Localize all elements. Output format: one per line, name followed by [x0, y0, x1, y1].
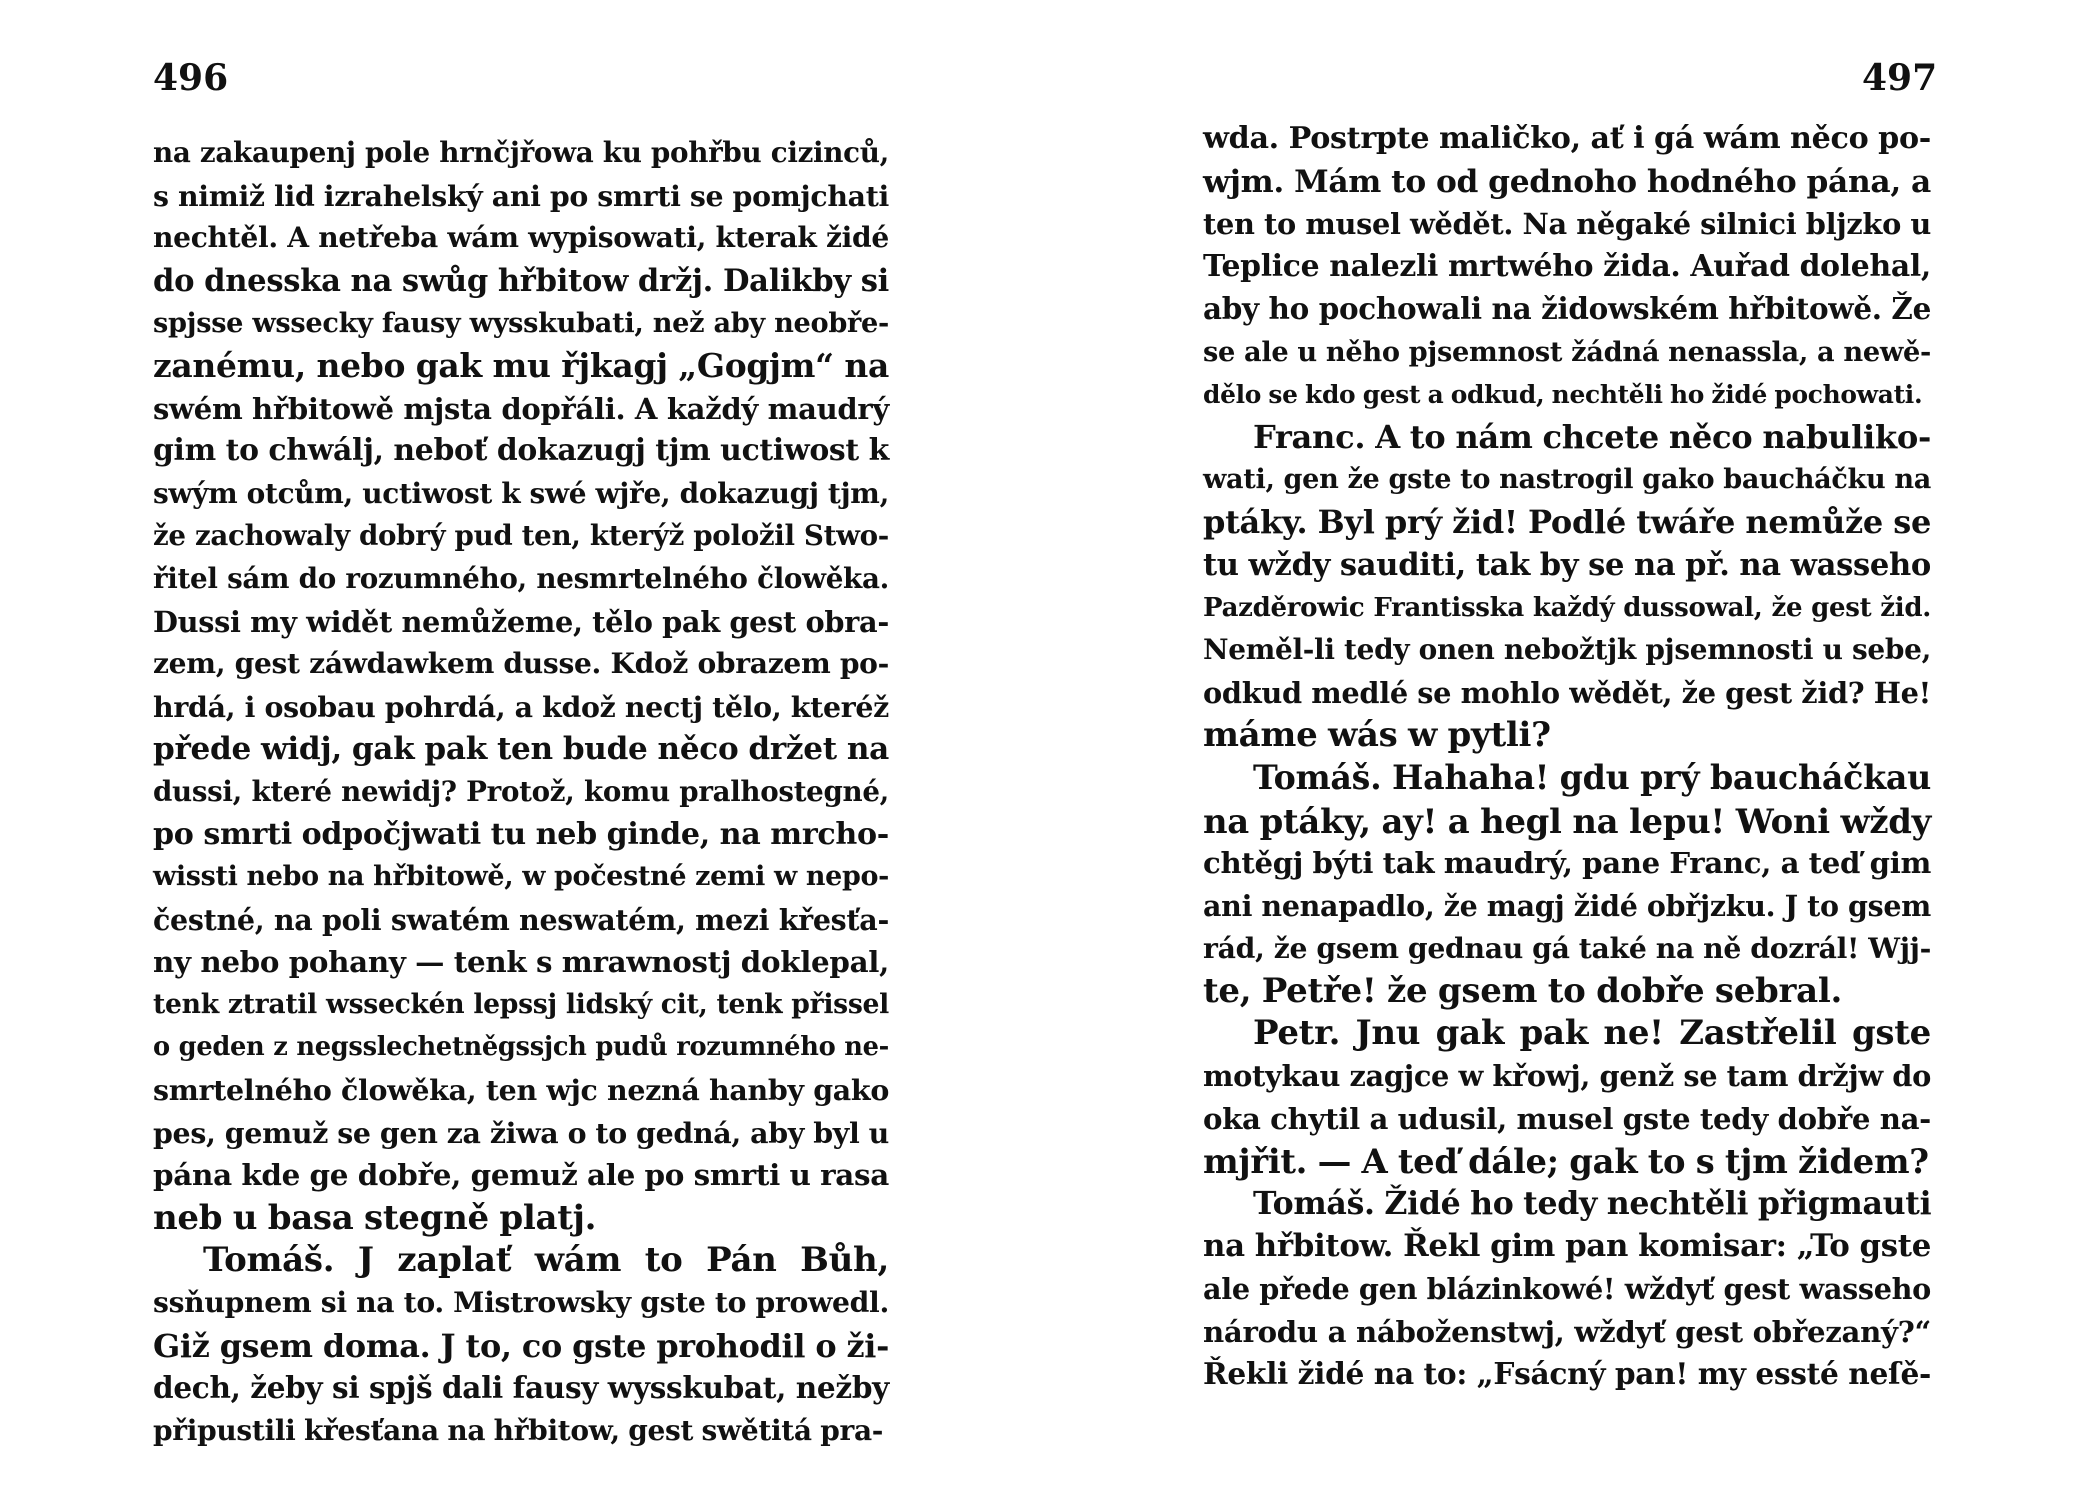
- text-line: Pazděrowic Frantisska každý dussowal, že gest žid.: [1203, 592, 1931, 623]
- text-line: smrtelného člowěka, ten wjc nezná hanby gako: [153, 1073, 889, 1108]
- text-line: tu wždy sauditi, tak by se na př. na wasseho: [1203, 546, 1931, 583]
- right-page-text: [1203, 118, 1931, 1396]
- text-line: Tomáš. J zaplať wám to Pán Bůh,: [203, 1240, 889, 1281]
- text-line: motykau zagjce w křowj, genž se tam držjw do: [1203, 1059, 1931, 1094]
- left-page: [0, 0, 1040, 1500]
- text-line: po smrti odpočjwati tu neb ginde, na mrcho-: [153, 816, 889, 852]
- text-line: wda. Postrpte maličko, ať i gá wám něco po-: [1203, 121, 1931, 156]
- text-line: Franc. A to nám chcete něco nabulikо-: [1253, 418, 1931, 457]
- text-line: ten to musel wědět. Na něgaké silnici blјzko u: [1203, 207, 1931, 242]
- text-line: ani nenapadlo, že magj židé obřjzku. J to gsem: [1203, 888, 1931, 923]
- text-line: zem, gest záwdawkem dusse. Kdož obrazem po-: [153, 647, 889, 681]
- right-page-number: 497: [1862, 57, 1938, 99]
- text-line: Dussi my widět nemůžeme, tělo pak gest obra-: [153, 604, 889, 639]
- text-line: oka chytil a udusil, musel gste tedy dobře na-: [1203, 1101, 1931, 1136]
- text-line: tenk ztratil wsseckén lepssj lidský cit, tenk přissel: [153, 988, 889, 1020]
- text-line: na zakaupenj pole hrnčjřowa ku pohřbu cizinců,: [153, 136, 889, 169]
- text-line: Petr. Jnu gak pak ne! Zastřelil gste: [1253, 1013, 1931, 1054]
- text-line: národu a náboženstwj, wždyť gest obřezaný?“: [1203, 1314, 1931, 1349]
- text-line: ale přede gen blázinkowé! wždyť gest wasseho: [1203, 1272, 1931, 1307]
- text-line: wjm. Mám to od gednoho hodného pána, a: [1203, 163, 1931, 200]
- text-line: odkud medlé se mohlo wědět, že gest žid? He!: [1203, 675, 1931, 710]
- text-line: dělo se kdo gest a odkud, nechtěli ho židé pochowati.: [1203, 379, 1923, 409]
- text-line: swém hřbitowě mjsta dopřáli. A každý maudrý: [153, 391, 889, 426]
- text-line: nechtěl. A netřeba wám wypisowati, kterak židé: [153, 221, 889, 255]
- text-line: Řekli židé na to: „Fsácný pan! my essté neſě-: [1203, 1356, 1931, 1392]
- text-line: te, Petře! že gsem to dobře sebral.: [1203, 970, 1843, 1011]
- text-line: dussi, které newidj? Protož, komu pralhostegné,: [153, 774, 889, 808]
- text-line: spjsse wssecky fausy wysskubati, než aby neobře-: [153, 307, 889, 340]
- text-line: zanému, nebo gak mu řjkagj „Gogjm“ na: [153, 345, 889, 385]
- text-line: dech, žeby si spjš dali fausy wysskubat, nežby: [153, 1370, 889, 1406]
- text-line: přede widj, gak pak ten bude něco držet na: [153, 731, 889, 768]
- text-line: wissti nebo na hřbitowě, w počestné zemi w nepo-: [153, 861, 889, 893]
- text-line: wati, gen že gste to nastrogil gako baucháčku na: [1203, 463, 1931, 495]
- text-line: Tomáš. Hahaha! gdu prý baucháčkau: [1253, 757, 1931, 797]
- text-line: že zachowaly dobrý pud ten, kterýž položil Stwo-: [153, 519, 889, 553]
- text-line: ssňupnem si na to. Mistrowsky gste to prowedl.: [153, 1286, 889, 1320]
- text-line: připustili křesťana na hřbitow, gest swětitá pra-: [153, 1413, 884, 1447]
- text-line: rád, že gsem gednau gá také na ně dozrál! Wjj-: [1203, 931, 1931, 966]
- text-line: máme wás w pytli?: [1203, 715, 1551, 756]
- text-line: Giž gsem doma. J to, co gste prohodil o ži-: [153, 1326, 889, 1365]
- text-line: hrdá, i osobau pohrdá, a kdož nectj tělo, kteréž: [153, 689, 889, 724]
- text-line: řitel sám do rozumného, nesmrtelného člowěka.: [153, 561, 889, 595]
- text-line: do dnesska na swůg hřbitow držj. Dalikby si: [153, 262, 889, 299]
- text-line: na hřbitow. Řekl gim pan komisar: „To gste: [1203, 1228, 1931, 1265]
- text-line: pána kde ge dobře, gemuž ale po smrti u rasa: [153, 1157, 889, 1193]
- text-line: ny nebo pohany — tenk s mrawnostj doklepal,: [153, 944, 889, 980]
- text-line: čestné, na poli swatém neswatém, mezi křesťa-: [153, 902, 889, 937]
- text-line: gim to chwálj, neboť dokazugj tjm uctiwost k: [153, 433, 889, 469]
- text-line: ptáky. Byl prý žid! Podlé twáře nemůže se: [1203, 503, 1931, 542]
- text-line: mjřit. — A teď dále; gak to s tjm židem?: [1203, 1141, 1929, 1182]
- text-line: Tomáš. Židé ho tedy nechtěli přigmauti: [1253, 1184, 1932, 1222]
- text-line: chtěgj býti tak maudrý, pane Franc, a teď gim: [1203, 846, 1931, 881]
- text-line: pes, gemuž se gen za žiwa o to gedná, aby byl u: [153, 1115, 889, 1150]
- text-line: Neměl-li tedy onen nebožtjk pjsemnosti u sebe,: [1203, 633, 1931, 667]
- left-page-number: 496: [153, 57, 229, 99]
- text-line: Teplice nalezli mrtwého žida. Auřad dolehal,: [1203, 248, 1931, 284]
- text-line: aby ho pochowali na židowském hřbitowě. Že: [1203, 291, 1931, 327]
- text-line: o geden z negsslechetněgssjch pudů rozumného ne-: [153, 1032, 889, 1063]
- right-page: [1040, 0, 2086, 1500]
- left-page-text: [153, 132, 889, 1452]
- text-line: swým otcům, uctiwost k swé wjře, dokazugj tjm,: [153, 476, 889, 510]
- text-line: s nimiž lid izrahelský ani po smrti se pomjchati: [153, 178, 889, 213]
- text-line: na ptáky, ay! a hegl na lepu! Woni wždy: [1203, 800, 1931, 841]
- text-line: neb u basa stegně platj.: [153, 1197, 597, 1238]
- text-line: se ale u něho pjsemnost žádná nenassla, a newě-: [1203, 335, 1931, 368]
